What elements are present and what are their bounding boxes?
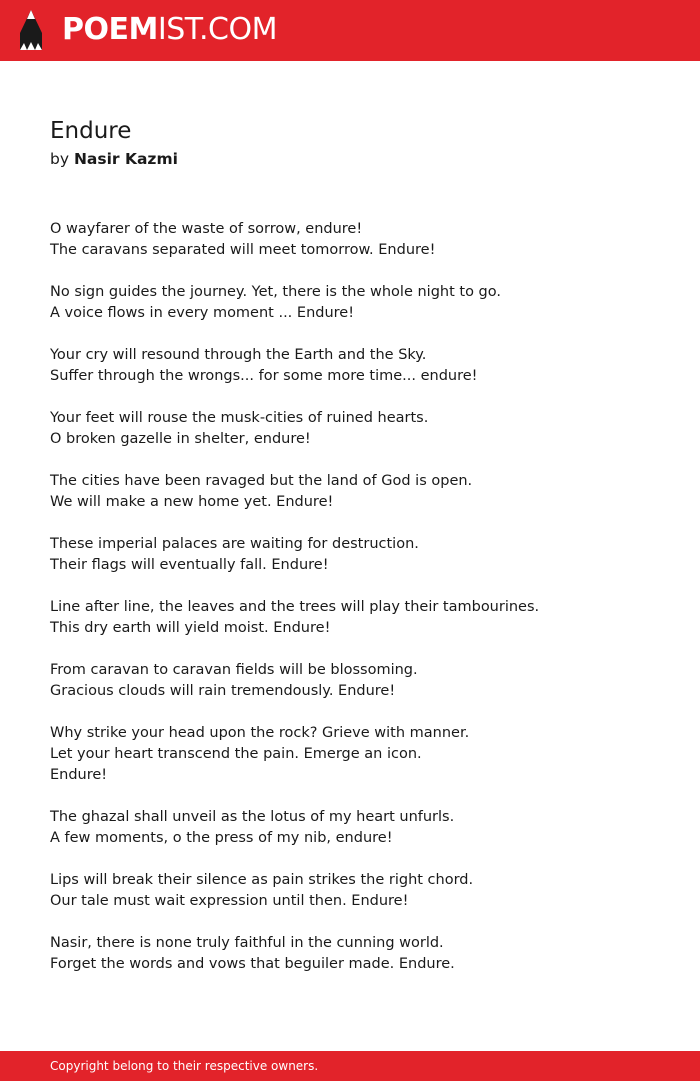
poem-stanza — [50, 807, 670, 849]
poem-line: This dry earth will yield moist. Endure! — [50, 620, 331, 636]
poem-line: Their flags will eventually fall. Endure! — [50, 557, 329, 573]
poem-line: The caravans separated will meet tomorrow. Endure! — [50, 242, 436, 258]
poem-stanza — [50, 933, 670, 975]
author-name: Nasir Kazmi — [73, 150, 178, 168]
poem-stanza — [50, 408, 670, 450]
poem-line: Our tale must wait expression until then. Endure! — [50, 893, 409, 909]
poem-stanza — [50, 219, 670, 261]
poem-stanza — [50, 597, 670, 639]
poem-line: Let your heart transcend the pain. Emerge an icon. — [50, 746, 422, 762]
poem-line: Your cry will resound through the Earth and the Sky. — [50, 347, 427, 363]
by-label: by — [50, 150, 70, 168]
copyright-text: Copyright belong to their respective owners. — [50, 1059, 319, 1073]
byline — [50, 148, 178, 170]
poem-line: The cities have been ravaged but the land of God is open. — [50, 473, 473, 489]
poem-line: Endure! — [50, 767, 108, 783]
poem-line: A few moments, o the press of my nib, endure! — [50, 830, 393, 846]
poem-line: Gracious clouds will rain tremendously. Endure! — [50, 683, 396, 699]
poem-line: No sign guides the journey. Yet, there is the whole night to go. — [50, 284, 501, 300]
poem-line: We will make a new home yet. Endure! — [50, 494, 334, 510]
poem-line: From caravan to caravan fields will be blossoming. — [50, 662, 418, 678]
site-logo[interactable] — [62, 12, 277, 48]
poem-stanza — [50, 660, 670, 702]
poem-stanza — [50, 870, 670, 912]
poem-line: O broken gazelle in shelter, endure! — [50, 431, 311, 447]
poem-title: Endure — [50, 118, 132, 144]
site-header — [0, 0, 700, 61]
poem-line: Suffer through the wrongs... for some more time... endure! — [50, 368, 478, 384]
poem-line: O wayfarer of the waste of sorrow, endure! — [50, 221, 363, 237]
poem-line: A voice flows in every moment ... Endure! — [50, 305, 355, 321]
poem-stanza — [50, 534, 670, 576]
site-footer — [0, 1051, 700, 1081]
pencil-tip-icon[interactable] — [18, 9, 44, 51]
poem-line: Your feet will rouse the musk-cities of ruined hearts. — [50, 410, 429, 426]
poem-stanza — [50, 471, 670, 513]
brand-light-text: IST.COM — [157, 12, 277, 47]
poem-stanza — [50, 345, 670, 387]
poem-stanza — [50, 282, 670, 324]
poem-line: Lips will break their silence as pain strikes the right chord. — [50, 872, 474, 888]
poem-body — [50, 219, 670, 996]
poem-line: Forget the words and vows that beguiler made. Endure. — [50, 956, 455, 972]
brand-bold-text: POEM — [62, 12, 158, 47]
poem-line: Line after line, the leaves and the trees will play their tambourines. — [50, 599, 540, 615]
poem-stanza — [50, 723, 670, 786]
poem-line: Why strike your head upon the rock? Grieve with manner. — [50, 725, 470, 741]
poem-line: These imperial palaces are waiting for destruction. — [50, 536, 419, 552]
poem-line: Nasir, there is none truly faithful in the cunning world. — [50, 935, 444, 951]
poem-line: The ghazal shall unveil as the lotus of my heart unfurls. — [50, 809, 455, 825]
